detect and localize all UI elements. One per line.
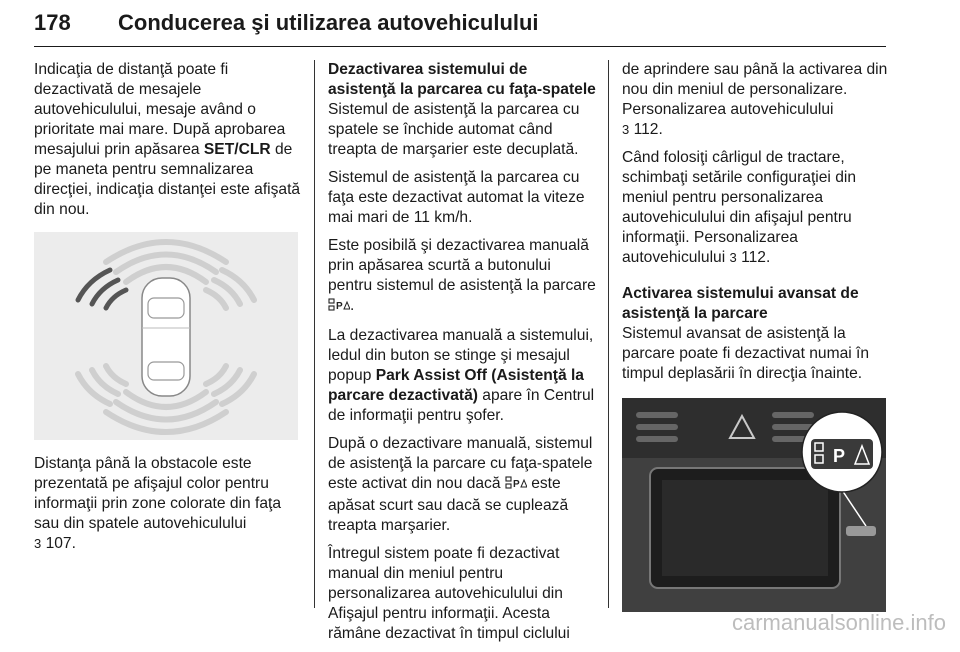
reference-number: 107. xyxy=(45,535,76,552)
text: . xyxy=(350,297,355,314)
page-reference[interactable] xyxy=(622,121,663,138)
text: de pe maneta pentru semnalizarea direcţiei, indicaţia distanţei este afişată din nou. xyxy=(34,141,301,218)
svg-text:P: P xyxy=(833,446,846,466)
page-title: Conducerea şi utilizarea autovehiculului xyxy=(118,10,539,35)
text: este apăsat scurt sau dacă se cuplează treapta marşarier. xyxy=(328,475,569,534)
reference-number: 112. xyxy=(741,249,771,266)
column-divider xyxy=(314,60,315,608)
text: Distanţa până la obstacole este prezentată pe afişajul color pentru informaţii prin zone colorate din faţa sau din spatele autovehiculului xyxy=(34,455,282,532)
park-assist-icon xyxy=(505,476,527,496)
paragraph xyxy=(328,326,596,426)
paragraph: Sistemul avansat de asistenţă la parcare poate fi dezactivat numai în timpul deplasării în direcţia înainte. xyxy=(622,325,870,382)
paragraph xyxy=(34,60,302,220)
dashboard-park-assist-button-photo xyxy=(622,398,886,612)
paragraph xyxy=(622,60,890,140)
bold-term: Park Assist Off (Asistenţă la parcare dezactivată) xyxy=(328,367,584,404)
paragraph xyxy=(622,148,890,268)
page-header xyxy=(34,6,886,47)
paragraph xyxy=(34,454,302,554)
text: La dezactivarea manuală a sistemului, ledul din buton se stinge şi mesajul popup xyxy=(328,327,594,384)
text: După o dezactivare manuală, sistemul de asistenţă la parcare cu faţa-spatele este activat din nou dacă xyxy=(328,435,593,492)
text: de aprindere sau până la activarea din nou din meniul de personalizare. Personalizarea autovehiculului xyxy=(622,61,888,118)
page-number: 178 xyxy=(34,10,71,35)
paragraph: Sistemul de asistenţă la parcarea cu spatele se închide automat când treapta de marşarier este decuplată. xyxy=(328,101,580,158)
paragraph: Sistemul de asistenţă la parcarea cu faţa este dezactivat automat la viteze mai mari de 11 km/h. xyxy=(328,169,585,226)
reference-number: 112. xyxy=(633,121,663,138)
watermark: carmanualsonline.info xyxy=(731,610,946,635)
column-divider xyxy=(608,60,609,608)
text: Este posibilă şi dezactivarea manuală prin apăsarea scurtă a butonului pentru sistemul de asistenţă la parcare xyxy=(328,237,596,294)
column-1 xyxy=(34,60,302,562)
bold-term: SET/CLR xyxy=(203,141,271,158)
reference-arrow-icon: 3 xyxy=(729,250,737,265)
paragraph xyxy=(328,236,596,318)
paragraph: Întregul sistem poate fi dezactivat manual din meniul pentru personalizarea autovehiculului din Afişajul pentru informaţii. Acesta rămâne dezactivat în timpul ciclului xyxy=(328,545,570,642)
text: Când folosiţi cârligul de tractare, schimbaţi setările configuraţiei din meniul pentru personalizarea autovehiculului din afişajul pentru informaţii. Personalizarea autovehiculului xyxy=(622,149,857,266)
reference-arrow-icon: 3 xyxy=(622,122,630,137)
column-3 xyxy=(622,60,890,626)
park-assist-icon xyxy=(328,298,350,318)
column-2 xyxy=(328,60,596,652)
page-reference[interactable] xyxy=(730,249,771,266)
text: Indicaţia de distanţă poate fi dezactivată de mesajele autovehiculului, mesaje având o prioritate mai mare. După aprobarea mesajului prin apăsarea xyxy=(34,61,286,158)
section-heading: Activarea sistemului avansat de asistenţă la parcare xyxy=(622,285,859,322)
paragraph xyxy=(328,434,596,536)
page-reference[interactable] xyxy=(34,535,76,552)
reference-arrow-icon: 3 xyxy=(34,536,42,551)
svg-text:P: P xyxy=(512,479,520,490)
svg-text:P: P xyxy=(336,301,343,312)
text: apare în Centrul de informaţii pentru şofer. xyxy=(328,387,595,424)
section-heading: Dezactivarea sistemului de asistenţă la parcarea cu faţa-spatele xyxy=(328,61,596,98)
parking-sensor-car-illustration xyxy=(34,232,298,440)
